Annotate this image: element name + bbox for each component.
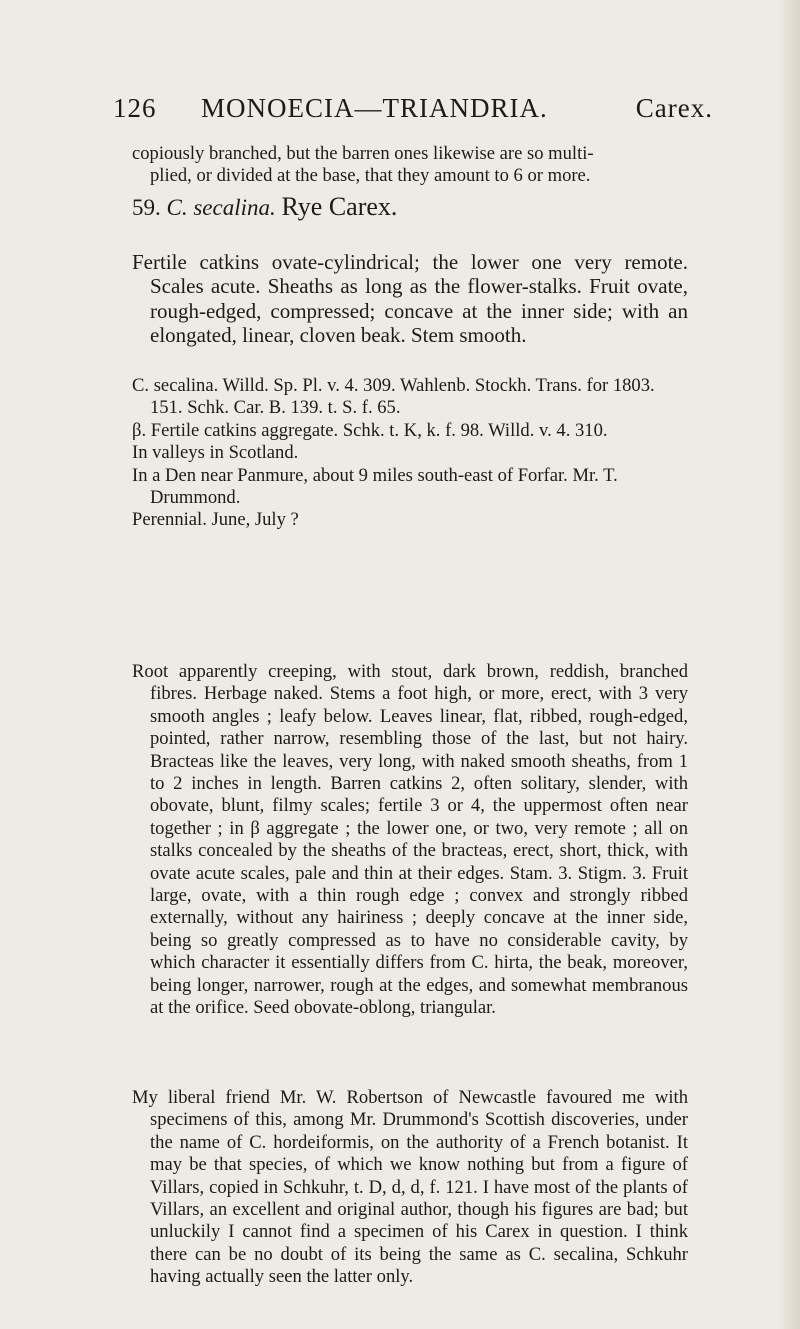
morphology-text: Root apparently creeping, with stout, dark brown, reddish, branched fibres. Herbage naked. Stems a foot high, or more, erect, with 3 very smooth angles ; leafy below. Leaves linear, flat, ribbed, rough-edged, pointed, rather narrow, resembling those of the last, but not hairy. Bracteas like the leaves, very long, with naked smooth sheaths, from 1 to 2 inches in length. Barren catkins 2, often solitary, slender, with obovate, blunt, filmy scales; fertile 3 or 4, the uppermost often near together ; in β aggregate ; the lower one, or two, very remote ; all on stalks concealed by the sheaths of the bracteas, erect, short, thick, with ovate acute scales, pale and thin at their edges. Stam. 3. Stigm. 3. Fruit large, ovate, with a thin rough edge ; convex and strongly ribbed externally, without any hairiness ; deeply concave at the inner side, being so greatly compressed as to have no considerable cavity, by which character it essentially differs from C. hirta, the beak, moreover, being longer, narrower, rough at the edges, and somewhat membranous at the orifice. Seed obovate-oblong, triangular. [132, 661, 688, 1019]
intro-line-2: plied, or divided at the base, that they amount to 6 or more. [150, 165, 591, 187]
page-edge-shadow [778, 0, 800, 1329]
synonymy-block [132, 375, 688, 532]
species-scientific-name: C. secalina. [166, 195, 276, 220]
species-number: 59. [132, 195, 161, 220]
running-title: MONOECIA—TRIANDRIA. [201, 93, 548, 123]
author-notes [132, 1087, 688, 1289]
species-diagnosis [132, 250, 688, 348]
habitat: In valleys in Scotland. [132, 442, 299, 464]
locality: In a Den near Panmure, about 9 miles south-east of Forfar. Mr. T. Drummond. [132, 464, 618, 509]
species-common-name: Rye Carex. [281, 192, 398, 221]
intro-paragraph [132, 143, 688, 188]
duration-flowering: Perennial. June, July ? [132, 509, 299, 531]
species-heading [132, 192, 688, 223]
synonym-main: C. secalina. Willd. Sp. Pl. v. 4. 309. Wahlenb. Stockh. Trans. for 1803. 151. Schk. Car. B. 139. t. S. f. 65. [132, 375, 655, 419]
page-number: 126 [113, 93, 157, 123]
morphology-description [132, 661, 688, 1020]
diagnosis-text: Fertile catkins ovate-cylindrical; the lower one very remote. Scales acute. Sheaths as long as the flower-stalks. Fruit ovate, rough-edged, compressed; concave at the inner side; with an elongated, linear, cloven beak. Stem smooth. [132, 250, 688, 348]
synonym-beta: β. Fertile catkins aggregate. Schk. t. K, k. f. 98. Willd. v. 4. 310. [132, 419, 608, 441]
intro-line-1: copiously branched, but the barren ones likewise are so multi- [132, 143, 594, 164]
notes-text: My liberal friend Mr. W. Robertson of Newcastle favoured me with specimens of this, among Mr. Drummond's Scottish discoveries, under the name of C. hordeiformis, on the authority of a French botanist. It may be that species, of which we know nothing but from a figure of Villars, copied in Schkuhr, t. D, d, d, f. 121. I have most of the plants of Villars, an excellent and original author, though his figures are bad; but unluckily I cannot find a specimen of his Carex in question. I think there can be no doubt of its being the same as C. secalina, Schkuhr having actually seen the latter only. [132, 1087, 688, 1288]
running-genus: Carex. [635, 93, 713, 123]
running-header [113, 93, 713, 133]
